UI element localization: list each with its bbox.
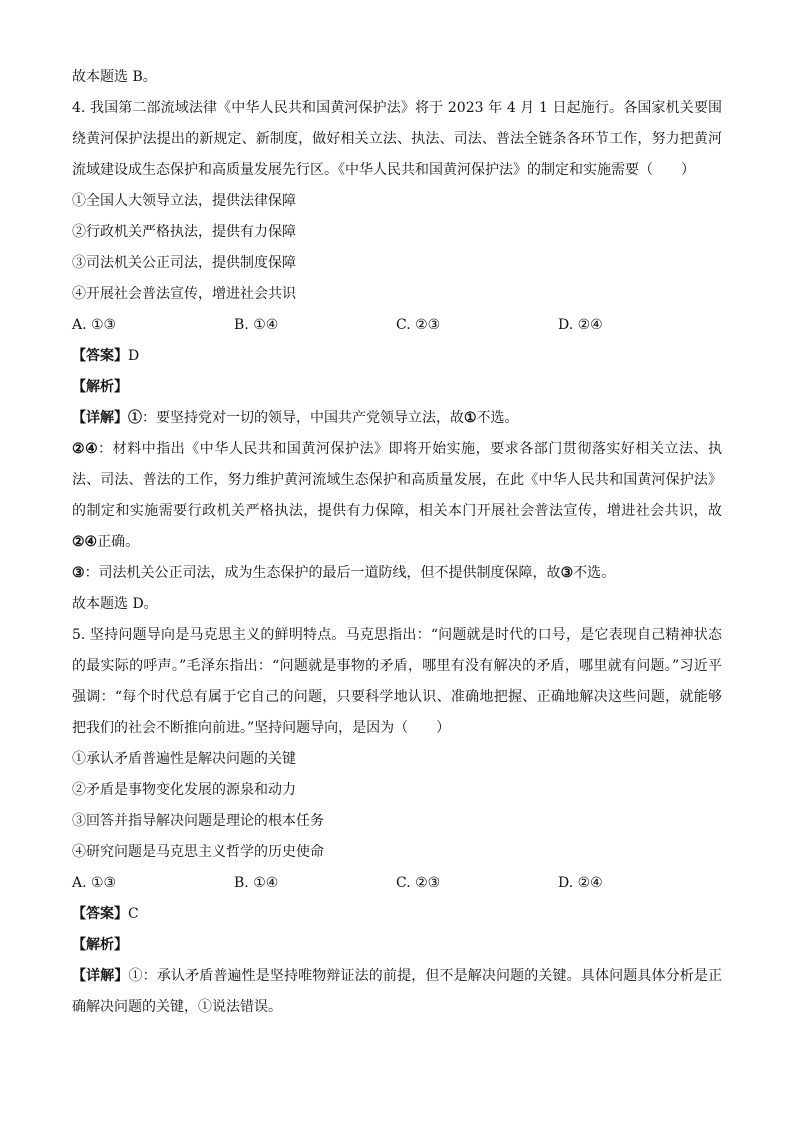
q4-option-b: B. ①④ xyxy=(234,317,279,333)
q4-detail1-end: 不选。 xyxy=(476,410,519,426)
q4-detail-3 xyxy=(72,558,722,589)
q4-option-a: A. ①③ xyxy=(72,317,117,333)
q4-item-3: ③司法机关公正司法，提供制度保障 xyxy=(72,255,296,271)
q5-option-c: C. ②③ xyxy=(396,875,441,891)
q4-analysis-label: 【解析】 xyxy=(72,379,128,395)
q5-answer-value: C xyxy=(128,906,139,922)
q4-detail1-key: ① xyxy=(128,410,142,426)
q5-answer-label: 【答案】 xyxy=(72,906,128,922)
q4-detail-label: 【详解】 xyxy=(72,410,128,426)
q5-item-2: ②矛盾是事物变化发展的源泉和动力 xyxy=(72,782,296,798)
q4-detail-1 xyxy=(72,403,722,434)
q4-conclusion: 故本题选 D。 xyxy=(72,596,158,612)
q4-detail3-end: 不选。 xyxy=(573,565,616,581)
q5-option-d: D. ②④ xyxy=(558,875,603,891)
q5-detail-label: 【详解】 xyxy=(72,968,129,984)
q4-detail3-key: ③ xyxy=(72,565,85,581)
q4-detail2-end: 正确。 xyxy=(97,534,140,550)
q5-option-a: A. ①③ xyxy=(72,875,117,891)
q4-detail1-mark: ① xyxy=(464,410,477,426)
q4-item-4: ④开展社会普法宣传，增进社会共识 xyxy=(72,286,296,302)
prev-conclusion: 故本题选 B。 xyxy=(72,69,157,85)
q4-item-2: ②行政机关严格执法，提供有力保障 xyxy=(72,224,296,240)
q4-detail3-mark: ③ xyxy=(560,565,574,581)
q4-option-c: C. ②③ xyxy=(396,317,441,333)
q5-options xyxy=(72,868,722,899)
q4-answer xyxy=(72,341,722,372)
q5-detail-1 xyxy=(72,961,722,1023)
q4-item-1: ①全国人大领导立法，提供法律保障 xyxy=(72,193,296,209)
q5-answer xyxy=(72,899,722,930)
q4-options xyxy=(72,310,722,341)
q5-analysis-label: 【解析】 xyxy=(72,937,128,953)
q5-item-3: ③回答并指导解决问题是理论的根本任务 xyxy=(72,813,324,829)
q5-detail1-text: ①：承认矛盾普遍性是坚持唯物辩证法的前提，但不是解决问题的关键。具体问题具体分析是正确解决问题的关键，①说法错误。 xyxy=(72,968,723,1015)
q5-item-1: ①承认矛盾普遍性是解决问题的关键 xyxy=(72,751,296,767)
q4-detail-2 xyxy=(72,434,722,558)
q4-detail3-text: ：司法机关公正司法，成为生态保护的最后一道防线，但不提供制度保障，故 xyxy=(84,565,561,581)
q5-stem: 5. 坚持问题导向是马克思主义的鲜明特点。马克思指出：“问题就是时代的口号，是它表现自己精神状态的最实际的呼声。”毛泽东指出：“问题就是事物的矛盾，哪里有没有解决的矛盾，哪里就有问题。”习近平强调：“每个时代总有属于它自己的问题，只要科学地认识、准确地把握、正确地解决这些问题，就能够把我们的社会不断推向前进。”坚持问题导向，是因为（ ） xyxy=(72,627,722,736)
q4-detail2-mark: ②④ xyxy=(72,534,98,550)
q4-detail2-text: ：材料中指出《中华人民共和国黄河保护法》即将开始实施，要求各部门贯彻落实好相关立法、执法、司法、普法的工作，努力维护黄河流域生态保护和高质量发展，在此《中华人民共和国黄河保护法》的制定和实施需要行政机关严格执法，提供有力保障，相关本门开展社会普法宣传，增进社会共识，故 xyxy=(72,441,723,519)
q4-option-d: D. ②④ xyxy=(558,317,603,333)
q4-answer-value: D xyxy=(128,348,140,364)
q4-answer-label: 【答案】 xyxy=(72,348,128,364)
q4-detail2-key: ②④ xyxy=(72,441,99,457)
q5-option-b: B. ①④ xyxy=(234,875,279,891)
q4-stem: 4. 我国第二部流域法律《中华人民共和国黄河保护法》将于 2023 年 4 月 1 日起施行。各国家机关要围绕黄河保护法提出的新规定、新制度，做好相关立法、执法、司法、普法全链条各环节工作，努力把黄河流域建设成生态保护和高质量发展先行区。《中华人民共和国黄河保护法》的制定和实施需要（ ） xyxy=(72,100,722,178)
document-page xyxy=(72,62,722,1023)
q5-item-4: ④研究问题是马克思主义哲学的历史使命 xyxy=(72,844,324,860)
q4-detail1-text: ：要坚持党对一切的领导，中国共产党领导立法，故 xyxy=(142,410,464,426)
